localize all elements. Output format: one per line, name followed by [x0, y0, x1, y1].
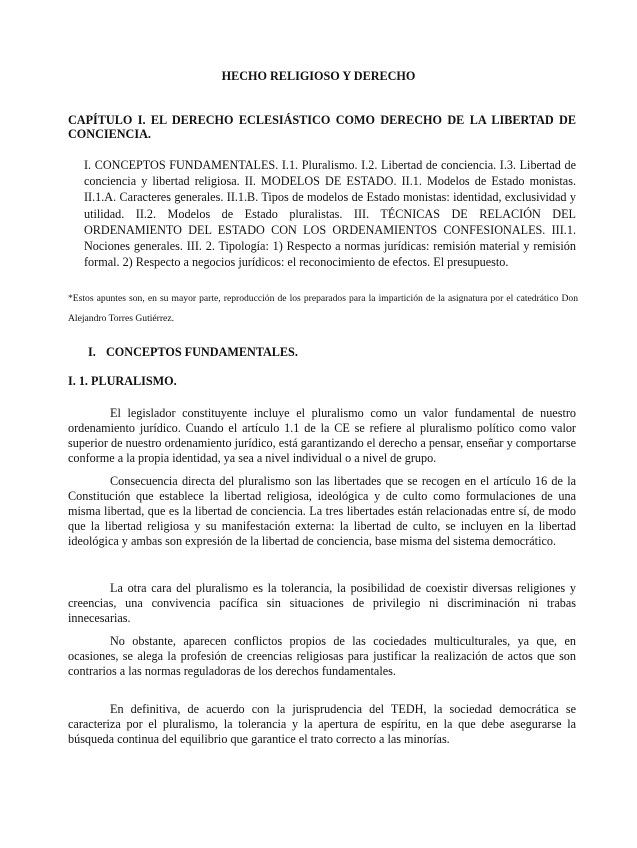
section-heading [88, 345, 298, 360]
chapter-title: CAPÍTULO I. EL DERECHO ECLESIÁSTICO COMO DERECHO DE LA LIBERTAD DE CONCIENCIA. [68, 113, 576, 141]
paragraph: La otra cara del pluralismo es la tolerancia, la posibilidad de coexistir diversas religiones y creencias, una convivencia pacífica sin situaciones de privilegio ni discriminación ni trabas innecesarias. [68, 581, 576, 625]
paragraph: No obstante, aparecen conflictos propios de las cociedades multiculturales, ya que, en ocasiones, se alega la profesión de creencias religiosas para justificar la realización de actos que son contrarios a las normas reguladoras de los derechos fundamentales. [68, 634, 576, 678]
subsection-heading: I. 1. PLURALISMO. [68, 374, 177, 388]
section-number: I. [88, 345, 96, 359]
paragraph: En definitiva, de acuerdo con la jurisprudencia del TEDH, la sociedad democrática se caracteriza por el pluralismo, la tolerancia y la apertura de espíritu, en la que debe asegurarse la búsqueda continua del equilibrio que garantice el trato correcto a las minorías. [68, 702, 576, 746]
document-title: HECHO RELIGIOSO Y DERECHO [221, 69, 416, 83]
section-title: CONCEPTOS FUNDAMENTALES. [106, 345, 298, 359]
chapter-summary: I. CONCEPTOS FUNDAMENTALES. I.1. Pluralismo. I.2. Libertad de conciencia. I.3. Libertad de conciencia y libertad religiosa. II. MODELOS DE ESTADO. II.1. Modelos de Estado monistas. II.1.A. Caracteres generales. II.1.B. Tipos de modelos de Estado monistas: identidad, exclusividad y utilidad. II.2. Modelos de Estado pluralistas. III. TÉCNICAS DE RELACIÓN DEL ORDENAMIENTO DEL ESTADO CON LOS ORDENAMIENTOS CONFESIONALES. III.1. Nociones generales. III. 2. Tipología: 1) Respecto a normas jurídicas: remisión material y remisión formal. 2) Respecto a negocios jurídicos: el reconocimiento de efectos. El presupuesto. [84, 158, 576, 270]
paragraph: Consecuencia directa del pluralismo son las libertades que se recogen en el artículo 16 de la Constitución que establece la libertad religiosa, ideológica y de culto como formulaciones de una misma libertad, que es la libertad de conciencia. La tres libertades están relacionadas entre sí, de modo que la libertad religiosa y su manifestación externa: la libertad de culto, se incluyen en la libertad ideológica y ambas son expresión de la libertad de conciencia, base misma del sistema democrático. [68, 474, 576, 548]
footnote: *Estos apuntes son, en su mayor parte, reproducción de los preparados para la impartición de la asignatura por el catedrático Don Alejandro Torres Gutiérrez. [68, 293, 578, 324]
paragraph: El legislador constituyente incluye el pluralismo como un valor fundamental de nuestro ordenamiento jurídico. Cuando el artículo 1.1 de la CE se refiere al pluralismo político como valor superior de nuestro ordenamiento jurídico, está garantizando el derecho a pensar, enseñar y comportarse conforme a la propia identidad, ya sea a nivel individual o a nivel de grupo. [68, 406, 576, 465]
